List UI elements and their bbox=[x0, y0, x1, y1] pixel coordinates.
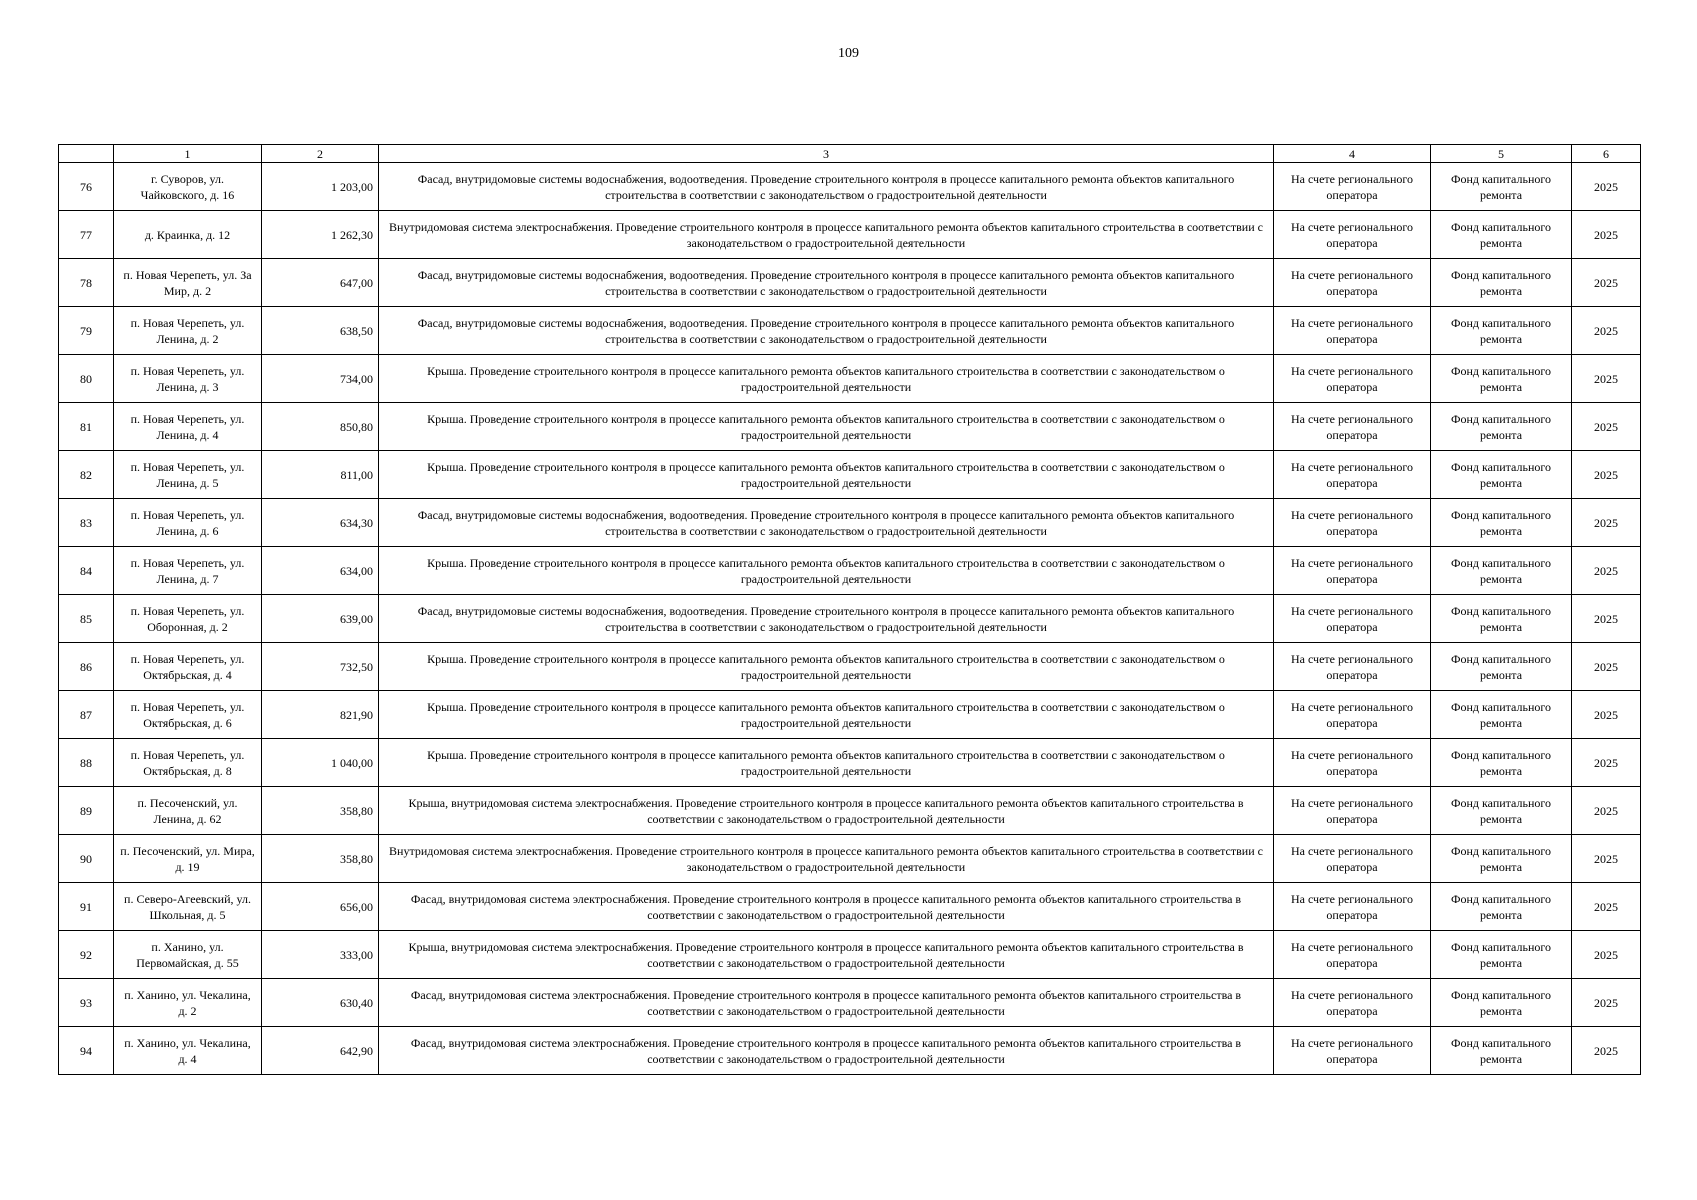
account-cell: На счете регионального оператора bbox=[1274, 451, 1431, 499]
address-cell: п. Новая Черепеть, ул. За Мир, д. 2 bbox=[114, 259, 262, 307]
funding-source-cell: Фонд капитального ремонта bbox=[1431, 1027, 1572, 1075]
address-cell: п. Новая Черепеть, ул. Ленина, д. 6 bbox=[114, 499, 262, 547]
funding-source-cell: Фонд капитального ремонта bbox=[1431, 403, 1572, 451]
year-cell: 2025 bbox=[1572, 883, 1641, 931]
account-cell: На счете регионального оператора bbox=[1274, 355, 1431, 403]
amount-cell: 732,50 bbox=[262, 643, 379, 691]
funding-source-cell: Фонд капитального ремонта bbox=[1431, 835, 1572, 883]
work-description-cell: Крыша. Проведение строительного контроля в процессе капитального ремонта объектов капитального строительства в соответствии с законодательством о градостроительной деятельности bbox=[379, 451, 1274, 499]
column-header-address: 1 bbox=[114, 145, 262, 163]
row-number-cell: 91 bbox=[59, 883, 114, 931]
repair-schedule-table bbox=[58, 144, 1641, 1075]
work-description-cell: Крыша, внутридомовая система электроснабжения. Проведение строительного контроля в процессе капитального ремонта объектов капитального строительства в соответствии с законодательством о градостроительной деятельности bbox=[379, 931, 1274, 979]
year-cell: 2025 bbox=[1572, 595, 1641, 643]
column-header-source: 5 bbox=[1431, 145, 1572, 163]
table-row bbox=[59, 787, 1641, 835]
amount-cell: 638,50 bbox=[262, 307, 379, 355]
amount-cell: 358,80 bbox=[262, 835, 379, 883]
column-header-year: 6 bbox=[1572, 145, 1641, 163]
column-header-work: 3 bbox=[379, 145, 1274, 163]
table-row bbox=[59, 307, 1641, 355]
table-row bbox=[59, 451, 1641, 499]
work-description-cell: Крыша. Проведение строительного контроля в процессе капитального ремонта объектов капитального строительства в соответствии с законодательством о градостроительной деятельности bbox=[379, 355, 1274, 403]
funding-source-cell: Фонд капитального ремонта bbox=[1431, 931, 1572, 979]
column-header-row-number bbox=[59, 145, 114, 163]
work-description-cell: Внутридомовая система электроснабжения. Проведение строительного контроля в процессе капитального ремонта объектов капитального строительства в соответствии с законодательством о градостроительной деятельности bbox=[379, 211, 1274, 259]
address-cell: п. Ханино, ул. Первомайская, д. 55 bbox=[114, 931, 262, 979]
account-cell: На счете регионального оператора bbox=[1274, 403, 1431, 451]
amount-cell: 1 203,00 bbox=[262, 163, 379, 211]
year-cell: 2025 bbox=[1572, 739, 1641, 787]
row-number-cell: 88 bbox=[59, 739, 114, 787]
account-cell: На счете регионального оператора bbox=[1274, 499, 1431, 547]
row-number-cell: 79 bbox=[59, 307, 114, 355]
work-description-cell: Фасад, внутридомовые системы водоснабжения, водоотведения. Проведение строительного контроля в процессе капитального ремонта объектов капитального строительства в соответствии с законодательством о градостроительной деятельности bbox=[379, 307, 1274, 355]
work-description-cell: Крыша. Проведение строительного контроля в процессе капитального ремонта объектов капитального строительства в соответствии с законодательством о градостроительной деятельности bbox=[379, 643, 1274, 691]
table-row bbox=[59, 691, 1641, 739]
row-number-cell: 93 bbox=[59, 979, 114, 1027]
account-cell: На счете регионального оператора bbox=[1274, 835, 1431, 883]
row-number-cell: 78 bbox=[59, 259, 114, 307]
funding-source-cell: Фонд капитального ремонта bbox=[1431, 739, 1572, 787]
row-number-cell: 83 bbox=[59, 499, 114, 547]
table-row bbox=[59, 259, 1641, 307]
row-number-cell: 82 bbox=[59, 451, 114, 499]
table-row bbox=[59, 163, 1641, 211]
account-cell: На счете регионального оператора bbox=[1274, 739, 1431, 787]
amount-cell: 358,80 bbox=[262, 787, 379, 835]
year-cell: 2025 bbox=[1572, 355, 1641, 403]
amount-cell: 850,80 bbox=[262, 403, 379, 451]
year-cell: 2025 bbox=[1572, 403, 1641, 451]
table-header bbox=[59, 145, 1641, 163]
account-cell: На счете регионального оператора bbox=[1274, 979, 1431, 1027]
funding-source-cell: Фонд капитального ремонта bbox=[1431, 355, 1572, 403]
year-cell: 2025 bbox=[1572, 835, 1641, 883]
table-row bbox=[59, 643, 1641, 691]
year-cell: 2025 bbox=[1572, 931, 1641, 979]
funding-source-cell: Фонд капитального ремонта bbox=[1431, 979, 1572, 1027]
year-cell: 2025 bbox=[1572, 1027, 1641, 1075]
account-cell: На счете регионального оператора bbox=[1274, 787, 1431, 835]
address-cell: п. Северо-Агеевский, ул. Школьная, д. 5 bbox=[114, 883, 262, 931]
amount-cell: 734,00 bbox=[262, 355, 379, 403]
amount-cell: 811,00 bbox=[262, 451, 379, 499]
account-cell: На счете регионального оператора bbox=[1274, 163, 1431, 211]
column-number-row bbox=[59, 145, 1641, 163]
year-cell: 2025 bbox=[1572, 787, 1641, 835]
column-header-account: 4 bbox=[1274, 145, 1431, 163]
work-description-cell: Внутридомовая система электроснабжения. Проведение строительного контроля в процессе капитального ремонта объектов капитального строительства в соответствии с законодательством о градостроительной деятельности bbox=[379, 835, 1274, 883]
amount-cell: 642,90 bbox=[262, 1027, 379, 1075]
column-header-amount: 2 bbox=[262, 145, 379, 163]
funding-source-cell: Фонд капитального ремонта bbox=[1431, 595, 1572, 643]
work-description-cell: Фасад, внутридомовая система электроснабжения. Проведение строительного контроля в процессе капитального ремонта объектов капитального строительства в соответствии с законодательством о градостроительной деятельности bbox=[379, 1027, 1274, 1075]
funding-source-cell: Фонд капитального ремонта bbox=[1431, 691, 1572, 739]
account-cell: На счете регионального оператора bbox=[1274, 259, 1431, 307]
table-row bbox=[59, 739, 1641, 787]
address-cell: п. Новая Черепеть, ул. Оборонная, д. 2 bbox=[114, 595, 262, 643]
row-number-cell: 80 bbox=[59, 355, 114, 403]
table-row bbox=[59, 499, 1641, 547]
row-number-cell: 84 bbox=[59, 547, 114, 595]
amount-cell: 821,90 bbox=[262, 691, 379, 739]
row-number-cell: 76 bbox=[59, 163, 114, 211]
address-cell: п. Новая Черепеть, ул. Октябрьская, д. 4 bbox=[114, 643, 262, 691]
page-number: 109 bbox=[838, 46, 859, 61]
amount-cell: 1 040,00 bbox=[262, 739, 379, 787]
address-cell: п. Новая Черепеть, ул. Октябрьская, д. 8 bbox=[114, 739, 262, 787]
year-cell: 2025 bbox=[1572, 451, 1641, 499]
account-cell: На счете регионального оператора bbox=[1274, 307, 1431, 355]
funding-source-cell: Фонд капитального ремонта bbox=[1431, 547, 1572, 595]
amount-cell: 630,40 bbox=[262, 979, 379, 1027]
account-cell: На счете регионального оператора bbox=[1274, 211, 1431, 259]
work-description-cell: Фасад, внутридомовая система электроснабжения. Проведение строительного контроля в процессе капитального ремонта объектов капитального строительства в соответствии с законодательством о градостроительной деятельности bbox=[379, 979, 1274, 1027]
table-row bbox=[59, 211, 1641, 259]
funding-source-cell: Фонд капитального ремонта bbox=[1431, 883, 1572, 931]
year-cell: 2025 bbox=[1572, 643, 1641, 691]
work-description-cell: Крыша. Проведение строительного контроля в процессе капитального ремонта объектов капитального строительства в соответствии с законодательством о градостроительной деятельности bbox=[379, 691, 1274, 739]
row-number-cell: 81 bbox=[59, 403, 114, 451]
address-cell: п. Новая Черепеть, ул. Ленина, д. 4 bbox=[114, 403, 262, 451]
account-cell: На счете регионального оператора bbox=[1274, 883, 1431, 931]
year-cell: 2025 bbox=[1572, 307, 1641, 355]
address-cell: п. Новая Черепеть, ул. Ленина, д. 2 bbox=[114, 307, 262, 355]
account-cell: На счете регионального оператора bbox=[1274, 691, 1431, 739]
table-row bbox=[59, 547, 1641, 595]
work-description-cell: Крыша, внутридомовая система электроснабжения. Проведение строительного контроля в процессе капитального ремонта объектов капитального строительства в соответствии с законодательством о градостроительной деятельности bbox=[379, 787, 1274, 835]
account-cell: На счете регионального оператора bbox=[1274, 931, 1431, 979]
work-description-cell: Фасад, внутридомовая система электроснабжения. Проведение строительного контроля в процессе капитального ремонта объектов капитального строительства в соответствии с законодательством о градостроительной деятельности bbox=[379, 883, 1274, 931]
year-cell: 2025 bbox=[1572, 211, 1641, 259]
work-description-cell: Крыша. Проведение строительного контроля в процессе капитального ремонта объектов капитального строительства в соответствии с законодательством о градостроительной деятельности bbox=[379, 739, 1274, 787]
address-cell: п. Новая Черепеть, ул. Ленина, д. 5 bbox=[114, 451, 262, 499]
row-number-cell: 89 bbox=[59, 787, 114, 835]
work-description-cell: Фасад, внутридомовые системы водоснабжения, водоотведения. Проведение строительного контроля в процессе капитального ремонта объектов капитального строительства в соответствии с законодательством о градостроительной деятельности bbox=[379, 259, 1274, 307]
year-cell: 2025 bbox=[1572, 691, 1641, 739]
account-cell: На счете регионального оператора bbox=[1274, 547, 1431, 595]
address-cell: п. Новая Черепеть, ул. Ленина, д. 7 bbox=[114, 547, 262, 595]
funding-source-cell: Фонд капитального ремонта bbox=[1431, 643, 1572, 691]
funding-source-cell: Фонд капитального ремонта bbox=[1431, 259, 1572, 307]
address-cell: п. Новая Черепеть, ул. Октябрьская, д. 6 bbox=[114, 691, 262, 739]
address-cell: д. Краинка, д. 12 bbox=[114, 211, 262, 259]
funding-source-cell: Фонд капитального ремонта bbox=[1431, 307, 1572, 355]
amount-cell: 647,00 bbox=[262, 259, 379, 307]
amount-cell: 634,30 bbox=[262, 499, 379, 547]
work-description-cell: Крыша. Проведение строительного контроля в процессе капитального ремонта объектов капитального строительства в соответствии с законодательством о градостроительной деятельности bbox=[379, 403, 1274, 451]
address-cell: п. Ханино, ул. Чекалина, д. 2 bbox=[114, 979, 262, 1027]
year-cell: 2025 bbox=[1572, 979, 1641, 1027]
work-description-cell: Фасад, внутридомовые системы водоснабжения, водоотведения. Проведение строительного контроля в процессе капитального ремонта объектов капитального строительства в соответствии с законодательством о градостроительной деятельности bbox=[379, 163, 1274, 211]
amount-cell: 639,00 bbox=[262, 595, 379, 643]
funding-source-cell: Фонд капитального ремонта bbox=[1431, 499, 1572, 547]
funding-source-cell: Фонд капитального ремонта bbox=[1431, 163, 1572, 211]
address-cell: п. Песоченский, ул. Мира, д. 19 bbox=[114, 835, 262, 883]
row-number-cell: 94 bbox=[59, 1027, 114, 1075]
table-body bbox=[59, 163, 1641, 1075]
account-cell: На счете регионального оператора bbox=[1274, 1027, 1431, 1075]
row-number-cell: 77 bbox=[59, 211, 114, 259]
work-description-cell: Крыша. Проведение строительного контроля в процессе капитального ремонта объектов капитального строительства в соответствии с законодательством о градостроительной деятельности bbox=[379, 547, 1274, 595]
amount-cell: 333,00 bbox=[262, 931, 379, 979]
year-cell: 2025 bbox=[1572, 163, 1641, 211]
amount-cell: 656,00 bbox=[262, 883, 379, 931]
row-number-cell: 92 bbox=[59, 931, 114, 979]
address-cell: г. Суворов, ул. Чайковского, д. 16 bbox=[114, 163, 262, 211]
amount-cell: 1 262,30 bbox=[262, 211, 379, 259]
table-row bbox=[59, 931, 1641, 979]
row-number-cell: 90 bbox=[59, 835, 114, 883]
work-description-cell: Фасад, внутридомовые системы водоснабжения, водоотведения. Проведение строительного контроля в процессе капитального ремонта объектов капитального строительства в соответствии с законодательством о градостроительной деятельности bbox=[379, 499, 1274, 547]
row-number-cell: 85 bbox=[59, 595, 114, 643]
table-row bbox=[59, 883, 1641, 931]
row-number-cell: 87 bbox=[59, 691, 114, 739]
table-row bbox=[59, 403, 1641, 451]
funding-source-cell: Фонд капитального ремонта bbox=[1431, 211, 1572, 259]
year-cell: 2025 bbox=[1572, 499, 1641, 547]
table-row bbox=[59, 595, 1641, 643]
year-cell: 2025 bbox=[1572, 259, 1641, 307]
table-row bbox=[59, 1027, 1641, 1075]
account-cell: На счете регионального оператора bbox=[1274, 595, 1431, 643]
year-cell: 2025 bbox=[1572, 547, 1641, 595]
amount-cell: 634,00 bbox=[262, 547, 379, 595]
address-cell: п. Ханино, ул. Чекалина, д. 4 bbox=[114, 1027, 262, 1075]
funding-source-cell: Фонд капитального ремонта bbox=[1431, 451, 1572, 499]
funding-source-cell: Фонд капитального ремонта bbox=[1431, 787, 1572, 835]
address-cell: п. Песоченский, ул. Ленина, д. 62 bbox=[114, 787, 262, 835]
work-description-cell: Фасад, внутридомовые системы водоснабжения, водоотведения. Проведение строительного контроля в процессе капитального ремонта объектов капитального строительства в соответствии с законодательством о градостроительной деятельности bbox=[379, 595, 1274, 643]
table-row bbox=[59, 835, 1641, 883]
row-number-cell: 86 bbox=[59, 643, 114, 691]
table-row bbox=[59, 979, 1641, 1027]
address-cell: п. Новая Черепеть, ул. Ленина, д. 3 bbox=[114, 355, 262, 403]
table-row bbox=[59, 355, 1641, 403]
account-cell: На счете регионального оператора bbox=[1274, 643, 1431, 691]
